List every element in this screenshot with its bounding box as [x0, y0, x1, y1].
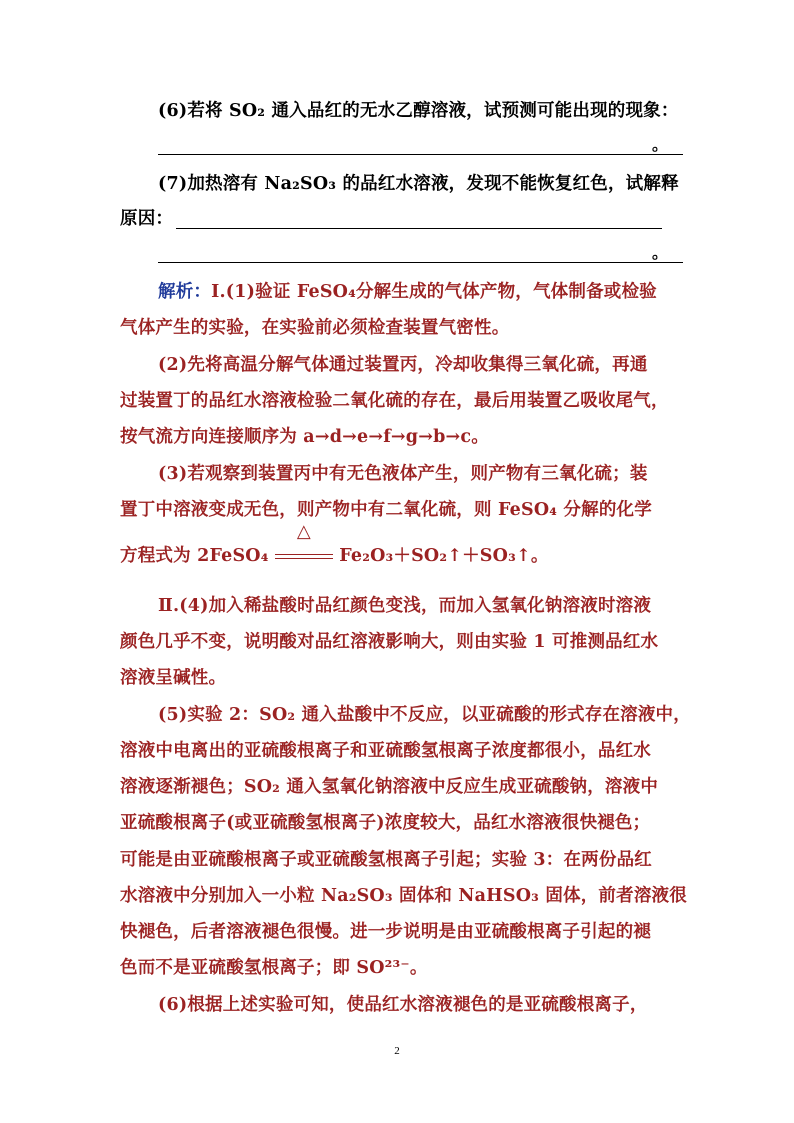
answer-period-7: 。 — [652, 243, 669, 262]
analysis-line-7: 置丁中溶液变成无色，则产物中有二氧化硫，则 FeSO₄ 分解的化学 — [120, 500, 652, 520]
equation-line — [120, 521, 685, 568]
heat-triangle-icon: △ — [296, 521, 311, 542]
analysis-line-13: 溶液逐渐褪色；SO₂ 通入氢氧化钠溶液中反应生成亚硫酸钠，溶液中 — [120, 777, 659, 797]
analysis-text-1: Ⅰ.(1)验证 FeSO₄分解生成的气体产物，气体制备或检验 — [211, 282, 657, 302]
analysis-line-15: 可能是由亚硫酸根离子或亚硫酸氢根离子引起；实验 3：在两份品红 — [120, 850, 652, 870]
analysis-line-8: Ⅱ.(4)加入稀盐酸时品红颜色变浅，而加入氢氧化钠溶液时溶液 — [158, 596, 652, 616]
analysis-line-14: 亚硫酸根离子(或亚硫酸氢根离子)浓度较大，品红水溶液很快褪色； — [120, 813, 651, 833]
page-number: 2 — [394, 1045, 400, 1057]
analysis-line-17: 快褪色，后者溶液褪色很慢。进一步说明是由亚硫酸根离子引起的褪 — [120, 922, 651, 942]
analysis-line-6: (3)若观察到装置丙中有无色液体产生，则产物有三氧化硫；装 — [158, 464, 648, 484]
analysis-line-1 — [158, 280, 723, 304]
question-7-line-2: 原因： — [120, 209, 174, 229]
answer-period-6: 。 — [652, 135, 669, 154]
double-line-icon — [275, 554, 333, 559]
analysis-line-3: (2)先将高温分解气体通过装置丙，冷却收集得三氧化硫，再通 — [158, 355, 648, 375]
equation-suffix: Fe₂O₃＋SO₂↑＋SO₃↑。 — [339, 546, 549, 566]
analysis-line-2: 气体产生的实验，在实验前必须检查装置气密性。 — [120, 318, 510, 338]
answer-blank-7a — [176, 228, 662, 229]
analysis-line-12: 溶液中电离出的亚硫酸根离子和亚硫酸氢根离子浓度都很小，品红水 — [120, 741, 651, 761]
equation-prefix: 方程式为 2FeSO₄ — [120, 546, 269, 566]
question-7-line-1: (7)加热溶有 Na₂SO₃ 的品红水溶液，发现不能恢复红色，试解释 — [158, 174, 679, 194]
analysis-line-16: 水溶液中分别加入一小粒 Na₂SO₃ 固体和 NaHSO₃ 固体，前者溶液很 — [120, 886, 687, 906]
question-6: (6)若将 SO₂ 通入品红的无水乙醇溶液，试预测可能出现的现象： — [158, 101, 679, 121]
analysis-line-18: 色而不是亚硫酸氢根离子；即 SO²³⁻。 — [120, 958, 428, 978]
heat-equals-sign — [275, 521, 333, 568]
answer-blank-6 — [158, 154, 683, 155]
analysis-line-11: (5)实验 2：SO₂ 通入盐酸中不反应，以亚硫酸的形式存在溶液中， — [158, 705, 691, 725]
analysis-line-5: 按气流方向连接顺序为 a→d→e→f→g→b→c。 — [120, 427, 489, 447]
analysis-line-10: 溶液呈碱性。 — [120, 668, 227, 688]
analysis-line-4: 过装置丁的品红水溶液检验二氧化硫的存在，最后用装置乙吸收尾气， — [120, 391, 669, 411]
analysis-line-9: 颜色几乎不变，说明酸对品红溶液影响大，则由实验 1 可推测品红水 — [120, 632, 659, 652]
analysis-label: 解析： — [158, 282, 212, 302]
analysis-line-19: (6)根据上述实验可知，使品红水溶液褪色的是亚硫酸根离子， — [158, 995, 648, 1015]
answer-blank-7b — [158, 262, 683, 263]
